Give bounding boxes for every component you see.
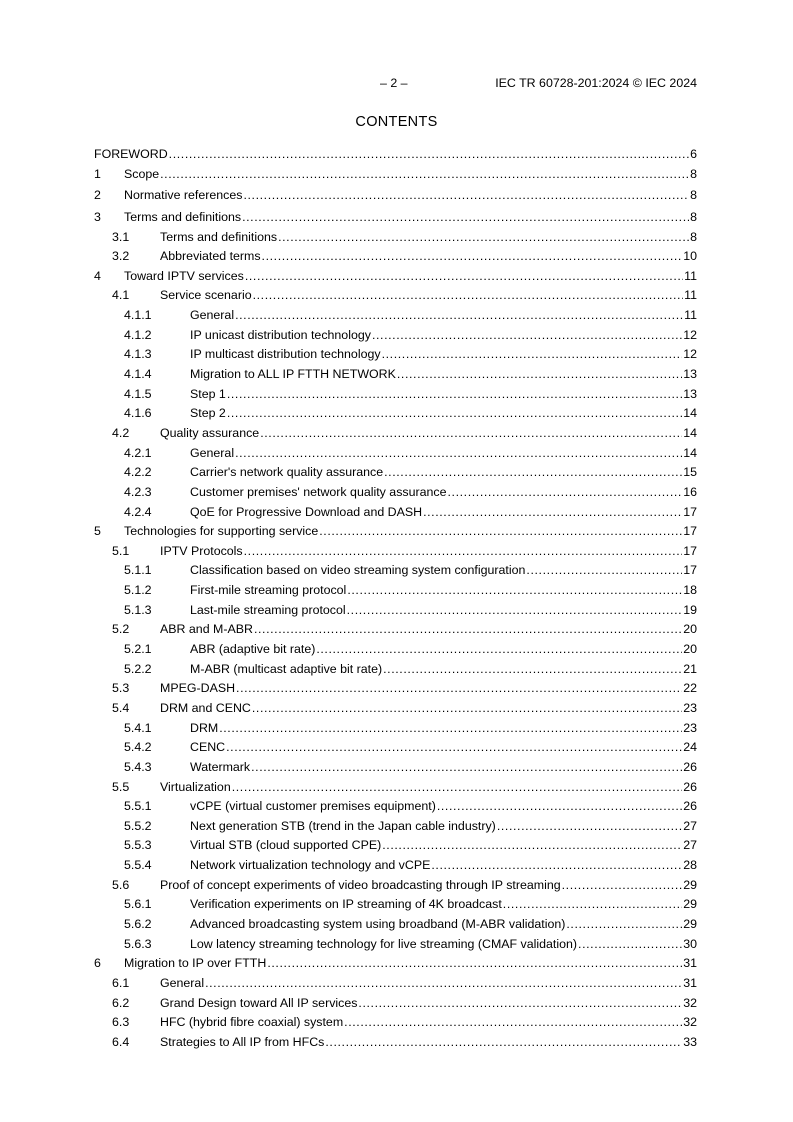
toc-entry-line [124, 522, 697, 542]
toc-entry-page: 24 [683, 740, 697, 755]
dot-leader [384, 463, 682, 483]
toc-entry[interactable] [0, 404, 793, 424]
toc-entry-number: 5.5.4 [124, 858, 152, 873]
toc-entry-line [190, 326, 697, 346]
toc-entry[interactable] [0, 758, 793, 778]
dot-leader [219, 719, 682, 739]
toc-entry-line [124, 208, 697, 228]
toc-entry-page: 23 [683, 720, 697, 735]
toc-entry-title[interactable]: IP unicast distribution technology [190, 327, 371, 342]
toc-entry-page: 12 [683, 327, 697, 342]
toc-entry-page: 13 [683, 367, 697, 382]
toc-entry-title[interactable]: Network virtualization technology and vCPE [190, 858, 431, 873]
toc-entry[interactable] [0, 228, 793, 248]
toc-entry-title[interactable]: Terms and definitions [160, 229, 278, 244]
dot-leader [382, 345, 683, 365]
toc-entry-page: 10 [683, 249, 697, 264]
toc-entry[interactable] [0, 660, 793, 680]
toc-entry-number: 5.6 [112, 877, 130, 892]
toc-entry-line [160, 424, 697, 444]
toc-entry-title[interactable]: Virtualization [160, 779, 231, 794]
toc-entry-page: 28 [683, 858, 697, 873]
toc-entry-line [190, 503, 697, 523]
toc-entry-title[interactable]: Customer premises' network quality assurance [190, 484, 447, 499]
toc-entry-page: 30 [683, 936, 697, 951]
toc-entry-line [160, 1013, 697, 1033]
toc-entry-line [190, 836, 697, 856]
dot-leader [562, 876, 683, 896]
toc-entry-line [190, 915, 697, 935]
toc-entry[interactable] [0, 1033, 793, 1053]
toc-entry-number: 4.2.1 [124, 445, 152, 460]
dot-leader [267, 954, 682, 974]
toc-entry[interactable] [0, 719, 793, 739]
toc-entry[interactable] [0, 895, 793, 915]
toc-entry-number: 5.5 [112, 779, 130, 794]
toc-entry-title[interactable]: Verification experiments on IP streaming of 4K broadcast [190, 897, 502, 912]
toc-entry-number: 4.1.6 [124, 406, 152, 421]
toc-entry[interactable] [0, 1013, 793, 1033]
dot-leader [566, 915, 682, 935]
toc-entry-line [190, 444, 697, 464]
toc-entry[interactable] [0, 483, 793, 503]
toc-entry[interactable] [0, 817, 793, 837]
toc-entry-page: 16 [683, 484, 697, 499]
dot-leader [232, 778, 682, 798]
toc-entry-number: 5.1.2 [124, 583, 152, 598]
toc-entry-page: 27 [683, 838, 697, 853]
toc-entry-page: 13 [683, 386, 697, 401]
toc-entry-number: 6.3 [112, 1015, 130, 1030]
toc-entry-title[interactable]: Watermark [190, 759, 251, 774]
toc-entry[interactable] [0, 561, 793, 581]
toc-entry-page: 33 [683, 1034, 697, 1049]
toc-entry[interactable] [0, 424, 793, 444]
toc-entry-title[interactable]: ABR (adaptive bit rate) [190, 642, 316, 657]
toc-entry[interactable] [0, 935, 793, 955]
toc-entry-line [160, 542, 697, 562]
toc-entry[interactable] [0, 444, 793, 464]
dot-leader [316, 640, 682, 660]
dot-leader [447, 483, 682, 503]
toc-entry[interactable] [0, 208, 793, 228]
dot-leader [383, 660, 682, 680]
dot-leader [347, 601, 683, 621]
toc-entry-title[interactable]: Classification based on video streaming system configuration [190, 563, 526, 578]
dot-leader [578, 935, 682, 955]
toc-entry-page: 29 [683, 916, 697, 931]
toc-entry-line [190, 385, 697, 405]
toc-entry-line [124, 954, 697, 974]
toc-entry-line [160, 679, 697, 699]
toc-entry-line [190, 640, 697, 660]
toc-entry-number: 5.4.3 [124, 759, 152, 774]
toc-entry-line [190, 463, 697, 483]
toc-entry-number: 5 [94, 524, 101, 539]
toc-entry-line [190, 561, 697, 581]
toc-entry-title[interactable]: Low latency streaming technology for live streaming (CMAF validation) [190, 936, 578, 951]
dot-leader [382, 836, 682, 856]
dot-leader [347, 581, 682, 601]
toc-entry[interactable] [0, 186, 793, 206]
page-header [0, 76, 793, 92]
toc-entry[interactable] [0, 974, 793, 994]
toc-entry[interactable] [0, 601, 793, 621]
toc-entry-title[interactable]: DRM [190, 720, 219, 735]
toc-entry-page: 18 [683, 583, 697, 598]
toc-entry-page: 17 [683, 504, 697, 519]
toc-entry[interactable] [0, 915, 793, 935]
toc-entry-title[interactable]: Technologies for supporting service [124, 524, 319, 539]
toc-entry-title[interactable]: Step 2 [190, 406, 226, 421]
toc-entry-page: 6 [690, 147, 697, 161]
toc-entry-number: 2 [94, 188, 101, 203]
toc-entry[interactable] [0, 145, 793, 165]
toc-entry[interactable] [0, 267, 793, 287]
toc-entry[interactable] [0, 306, 793, 326]
toc-entry[interactable] [0, 345, 793, 365]
toc-entry-page: 14 [683, 406, 697, 421]
toc-entry-number: 5.6.3 [124, 936, 152, 951]
toc-entry-line [190, 660, 697, 680]
toc-entry[interactable] [0, 165, 793, 185]
dot-leader [252, 699, 682, 719]
toc-entry-number: 4.2.2 [124, 465, 152, 480]
toc-entry-title[interactable]: Abbreviated terms [160, 249, 261, 264]
toc-entry-line [124, 165, 697, 185]
toc-entry-number: 4.1.4 [124, 367, 152, 382]
dot-leader [253, 286, 684, 306]
toc-entry[interactable] [0, 581, 793, 601]
toc-entry-title[interactable]: Next generation STB (trend in the Japan cable industry) [190, 818, 496, 833]
toc-entry-number: 5.4 [112, 700, 130, 715]
toc-entry[interactable] [0, 778, 793, 798]
toc-entry-page: 14 [683, 445, 697, 460]
toc-entry-page: 31 [683, 975, 697, 990]
toc-entry-page: 8 [690, 188, 697, 203]
toc-entry-title[interactable]: M-ABR (multicast adaptive bit rate) [190, 661, 383, 676]
dot-leader [205, 974, 682, 994]
toc-entry-line [124, 186, 697, 206]
toc-entry-page: 20 [683, 622, 697, 637]
toc-entry[interactable] [0, 797, 793, 817]
toc-entry-page: 8 [690, 166, 697, 181]
toc-entry-page: 19 [683, 602, 697, 617]
toc-entry[interactable] [0, 385, 793, 405]
toc-entry-line [190, 483, 697, 503]
toc-entry[interactable] [0, 699, 793, 719]
dot-leader [423, 503, 682, 523]
dot-leader [169, 145, 689, 165]
toc-entry-title[interactable]: Toward IPTV services [124, 268, 244, 283]
toc-entry-title[interactable]: Terms and definitions [124, 209, 242, 224]
toc-entry-page: 11 [684, 308, 697, 323]
dot-leader [243, 186, 689, 206]
toc-entry-number: 6 [94, 956, 101, 971]
toc-entry-page: 27 [683, 818, 697, 833]
toc-entry-page: 29 [683, 897, 697, 912]
dot-leader [358, 994, 682, 1014]
toc-entry-title[interactable]: Normative references [124, 188, 243, 203]
toc-entry-line [160, 247, 697, 267]
toc-entry-number: 5.6.1 [124, 897, 152, 912]
toc-entry-line [190, 817, 697, 837]
toc-entry-number: 4.1.2 [124, 327, 152, 342]
toc-entry[interactable] [0, 640, 793, 660]
toc-entry-page: 17 [683, 563, 697, 578]
toc-entry-title[interactable]: DRM and CENC [160, 700, 251, 715]
toc-entry-number: 6.4 [112, 1034, 130, 1049]
toc-entry-number: 5.4.2 [124, 740, 152, 755]
document-reference: IEC TR 60728-201:2024 © IEC 2024 [495, 76, 697, 90]
dot-leader [235, 306, 683, 326]
dot-leader [431, 856, 682, 876]
dot-leader [503, 895, 682, 915]
toc-entry-number: 5.2.1 [124, 642, 152, 657]
dot-leader [242, 208, 689, 228]
toc-entry-page: 15 [683, 465, 697, 480]
toc-entry-line [190, 306, 697, 326]
toc-entry-number: 1 [94, 166, 101, 181]
toc-entry-title[interactable]: Migration to ALL IP FTTH NETWORK [190, 367, 396, 382]
toc-entry-number: 5.2.2 [124, 661, 152, 676]
toc-entry-page: 21 [683, 661, 697, 676]
dot-leader [437, 797, 682, 817]
toc-entry-title[interactable]: General [190, 308, 235, 323]
toc-entry-number: 5.1.1 [124, 563, 152, 578]
toc-entry-number: 5.6.2 [124, 916, 152, 931]
dot-leader [262, 247, 683, 267]
toc-entry-line [94, 145, 697, 165]
toc-entry-line [160, 1033, 697, 1053]
page-number: – 2 – [380, 76, 408, 90]
toc-entry-title[interactable]: Step 1 [190, 386, 226, 401]
toc-entry-line [190, 797, 697, 817]
toc-entry-line [190, 581, 697, 601]
toc-entry[interactable] [0, 876, 793, 896]
toc-entry[interactable] [0, 954, 793, 974]
toc-entry-number: 5.1 [112, 543, 130, 558]
toc-entry-page: 8 [690, 209, 697, 224]
toc-entry-line [190, 719, 697, 739]
toc-entry-page: 26 [683, 799, 697, 814]
toc-entry[interactable] [0, 503, 793, 523]
toc-entry-title[interactable]: MPEG-DASH [160, 681, 236, 696]
dot-leader [344, 1013, 682, 1033]
toc-entry-line [160, 974, 697, 994]
toc-entry[interactable] [0, 247, 793, 267]
toc-entry-line [160, 699, 697, 719]
dot-leader [227, 404, 682, 424]
toc-entry-line [190, 758, 697, 778]
toc-entry-number: 6.2 [112, 995, 130, 1010]
dot-leader [278, 228, 689, 248]
toc-entry[interactable] [0, 542, 793, 562]
toc-entry-title[interactable]: Quality assurance [160, 425, 260, 440]
toc-entry-title[interactable]: vCPE (virtual customer premises equipment) [190, 799, 436, 814]
toc-entry[interactable] [0, 326, 793, 346]
toc-entry-line [160, 876, 697, 896]
toc-entry-number: 4.2.3 [124, 484, 152, 499]
toc-entry-page: 20 [683, 642, 697, 657]
toc-entry-line [190, 601, 697, 621]
dot-leader [260, 424, 682, 444]
toc-entry-number: 4.1.5 [124, 386, 152, 401]
toc-entry-page: 11 [684, 268, 697, 283]
toc-entry-line [124, 267, 697, 287]
toc-entry-title[interactable]: First-mile streaming protocol [190, 583, 347, 598]
toc-entry-page: 23 [683, 700, 697, 715]
toc-entry-title[interactable]: Virtual STB (cloud supported CPE) [190, 838, 382, 853]
toc-entry-number: 4.2 [112, 425, 130, 440]
toc-entry-line [160, 228, 697, 248]
toc-entry-number: 5.3 [112, 681, 130, 696]
dot-leader [251, 758, 682, 778]
toc-entry-number: 4 [94, 268, 101, 283]
toc-entry-title[interactable]: CENC [190, 740, 226, 755]
toc-entry-page: 26 [683, 759, 697, 774]
toc-entry-number: 4.2.4 [124, 504, 152, 519]
toc-entry-title[interactable]: Last-mile streaming protocol [190, 602, 346, 617]
dot-leader [497, 817, 682, 837]
toc-entry-line [160, 286, 697, 306]
toc-entry-line [190, 856, 697, 876]
dot-leader [235, 444, 682, 464]
toc-entry-number: 5.4.1 [124, 720, 152, 735]
dot-leader [236, 679, 682, 699]
toc-entry-page: 11 [684, 288, 697, 303]
toc-entry-number: 3 [94, 209, 101, 224]
toc-entry[interactable] [0, 365, 793, 385]
toc-entry-number: 5.5.2 [124, 818, 152, 833]
toc-entry-page: 32 [683, 995, 697, 1010]
toc-entry-title[interactable]: IPTV Protocols [160, 543, 243, 558]
toc-entry-line [160, 778, 697, 798]
toc-entry-number: 4.1.3 [124, 347, 152, 362]
dot-leader [227, 385, 682, 405]
toc-entry[interactable] [0, 856, 793, 876]
table-of-contents [0, 145, 793, 1052]
toc-entry-title[interactable]: Proof of concept experiments of video broadcasting through IP streaming [160, 877, 561, 892]
toc-entry[interactable] [0, 836, 793, 856]
toc-entry-line [190, 935, 697, 955]
toc-entry-number: 3.2 [112, 249, 130, 264]
dot-leader [319, 522, 682, 542]
dot-leader [160, 165, 689, 185]
toc-entry-page: 17 [683, 543, 697, 558]
toc-entry-page: 22 [683, 681, 697, 696]
toc-entry[interactable] [0, 463, 793, 483]
dot-leader [372, 326, 682, 346]
toc-entry-number: 3.1 [112, 229, 130, 244]
toc-entry-number: 6.1 [112, 975, 130, 990]
toc-entry-title[interactable]: Advanced broadcasting system using broadband (M-ABR validation) [190, 916, 566, 931]
toc-entry-title[interactable]: Migration to IP over FTTH [124, 956, 267, 971]
toc-entry-page: 32 [683, 1015, 697, 1030]
toc-entry-title[interactable]: Scope [124, 166, 160, 181]
toc-entry-title[interactable]: General [190, 445, 235, 460]
toc-entry[interactable] [0, 738, 793, 758]
dot-leader [325, 1033, 682, 1053]
toc-entry-number: 4.1.1 [124, 308, 152, 323]
toc-entry-line [190, 895, 697, 915]
toc-entry[interactable] [0, 286, 793, 306]
toc-entry-number: 5.5.1 [124, 799, 152, 814]
toc-entry-title[interactable]: Strategies to All IP from HFCs [160, 1034, 325, 1049]
toc-entry-line [160, 994, 697, 1014]
dot-leader [245, 267, 683, 287]
toc-entry-title[interactable]: General [160, 975, 205, 990]
toc-entry-page: 12 [683, 347, 697, 362]
toc-entry-page: 8 [690, 229, 697, 244]
contents-title: CONTENTS [355, 114, 438, 130]
toc-entry-number: 5.1.3 [124, 602, 152, 617]
toc-entry-title[interactable]: ABR and M-ABR [160, 622, 253, 637]
toc-entry-line [190, 404, 697, 424]
dot-leader [254, 620, 682, 640]
dot-leader [526, 561, 682, 581]
dot-leader [244, 542, 683, 562]
toc-entry-title[interactable]: IP multicast distribution technology [190, 347, 381, 362]
toc-entry-line [190, 738, 697, 758]
toc-entry[interactable] [0, 620, 793, 640]
toc-entry-page: 31 [683, 956, 697, 971]
toc-entry[interactable] [0, 522, 793, 542]
toc-entry-title[interactable]: FOREWORD [94, 147, 168, 161]
toc-entry-title[interactable]: Service scenario [160, 288, 252, 303]
toc-entry-title[interactable]: QoE for Progressive Download and DASH [190, 504, 423, 519]
toc-entry-page: 17 [683, 524, 697, 539]
toc-entry-page: 14 [683, 425, 697, 440]
toc-entry-number: 5.5.3 [124, 838, 152, 853]
toc-entry[interactable] [0, 679, 793, 699]
dot-leader [397, 365, 682, 385]
toc-entry-line [160, 620, 697, 640]
toc-entry-title[interactable]: HFC (hybrid fibre coaxial) system [160, 1015, 344, 1030]
toc-entry-title[interactable]: Carrier's network quality assurance [190, 465, 384, 480]
toc-entry-line [190, 365, 697, 385]
toc-entry-page: 29 [683, 877, 697, 892]
toc-entry-title[interactable]: Grand Design toward All IP services [160, 995, 358, 1010]
toc-entry-number: 4.1 [112, 288, 130, 303]
dot-leader [226, 738, 682, 758]
toc-entry-page: 26 [683, 779, 697, 794]
toc-entry[interactable] [0, 994, 793, 1014]
toc-entry-number: 5.2 [112, 622, 130, 637]
toc-entry-line [190, 345, 697, 365]
